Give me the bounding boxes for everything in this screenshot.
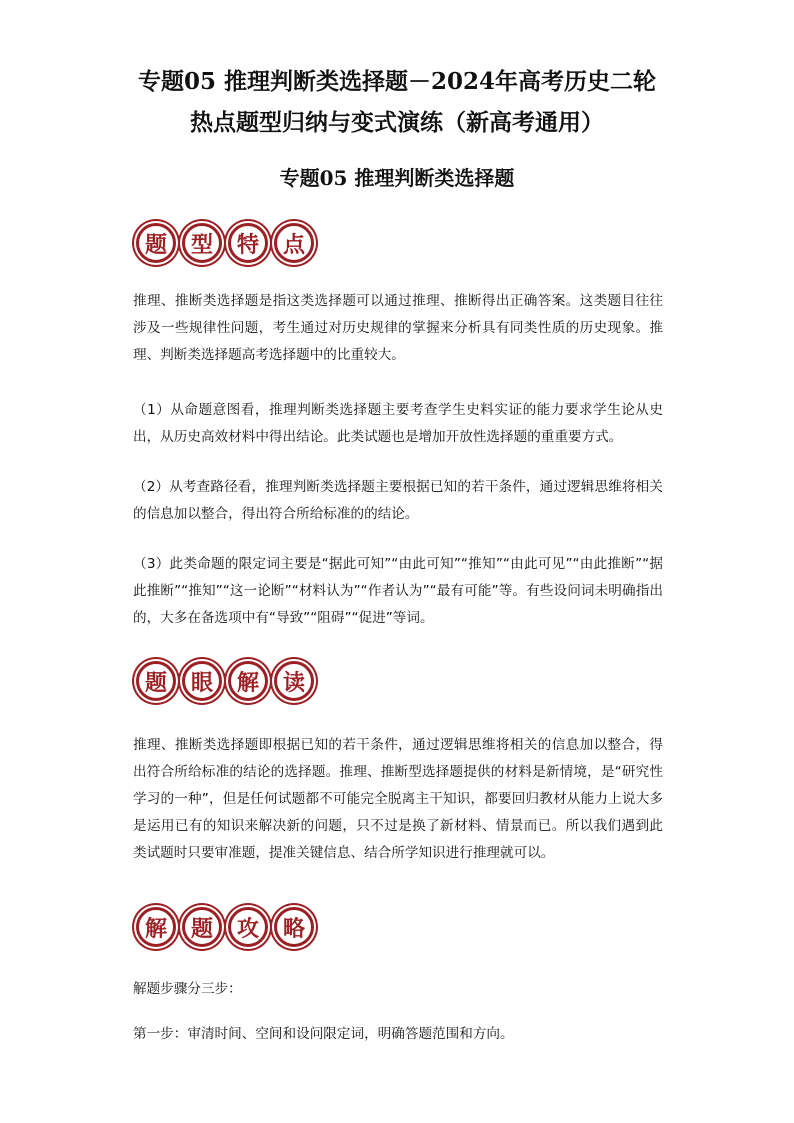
badge-char: 略 — [274, 907, 314, 947]
paragraph: 推理、推断类选择题是指这类选择题可以通过推理、推断得出正确答案。这类题目往往涉及一些规律性问题，考生通过对历史规律的掌握来分析具有同类性质的历史现象。推理、判断类选择题高考选择题中的比重较大。 — [133, 293, 663, 363]
badge-char: 题 — [136, 661, 176, 701]
document-title-line-1: 专题05 推理判断类选择题－2024年高考历史二轮 — [137, 68, 657, 95]
badge-char: 点 — [274, 223, 314, 263]
paragraph: （1）从命题意图看，推理判断类选择题主要考查学生史料实证的能力要求学生论从史出，从历史高效材料中得出结论。此类试题也是增加开放性选择题的重重要方式。 — [133, 402, 663, 445]
paragraph: 推理、推断类选择题即根据已知的若干条件，通过逻辑思维将相关的信息加以整合，得出符合所给标准的结论的选择题。推理、推断型选择题提供的材料是新情境，是“研究性学习的一种”，但是任何试题都不可能完全脱离主干知识，都要回归教材从能力上说大多是运用已有的知识来解决新的问题，只不过是换了新材料、情景而已。所以我们遇到此类试题时只要审准题，提准关键信息、结合所学知识进行推理就可以。 — [133, 737, 663, 861]
section-badge-key-point-interpretation — [136, 661, 320, 701]
paragraph: 解题步骤分三步： — [133, 981, 242, 997]
badge-char: 解 — [228, 661, 268, 701]
section-badge-solving-strategy — [136, 907, 320, 947]
paragraph: （3）此类命题的限定词主要是“据此可知”“由此可知”“推知”“由此可见”“由此推断”“据此推断”“推知”“这一论断”“材料认为”“作者认为”“最有可能”等。有些设问词未明确指出的，大多在备选项中有“导致”“阻碍”“促进”等词。 — [133, 556, 663, 626]
section-badge-question-type-features — [136, 223, 320, 263]
badge-char: 题 — [182, 907, 222, 947]
badge-char: 读 — [274, 661, 314, 701]
badge-char: 特 — [228, 223, 268, 263]
badge-char: 题 — [136, 223, 176, 263]
document-title-line-2: 热点题型归纳与变式演练（新高考通用） — [190, 109, 604, 136]
badge-char: 眼 — [182, 661, 222, 701]
badge-char: 解 — [136, 907, 176, 947]
paragraph: （2）从考查路径看，推理判断类选择题主要根据已知的若干条件，通过逻辑思维将相关的信息加以整合，得出符合所给标准的的结论。 — [133, 479, 663, 522]
badge-char: 攻 — [228, 907, 268, 947]
paragraph: 第一步：审清时间、空间和设问限定词，明确答题范围和方向。 — [133, 1026, 514, 1042]
badge-char: 型 — [182, 223, 222, 263]
document-subtitle: 专题05 推理判断类选择题 — [279, 166, 515, 190]
